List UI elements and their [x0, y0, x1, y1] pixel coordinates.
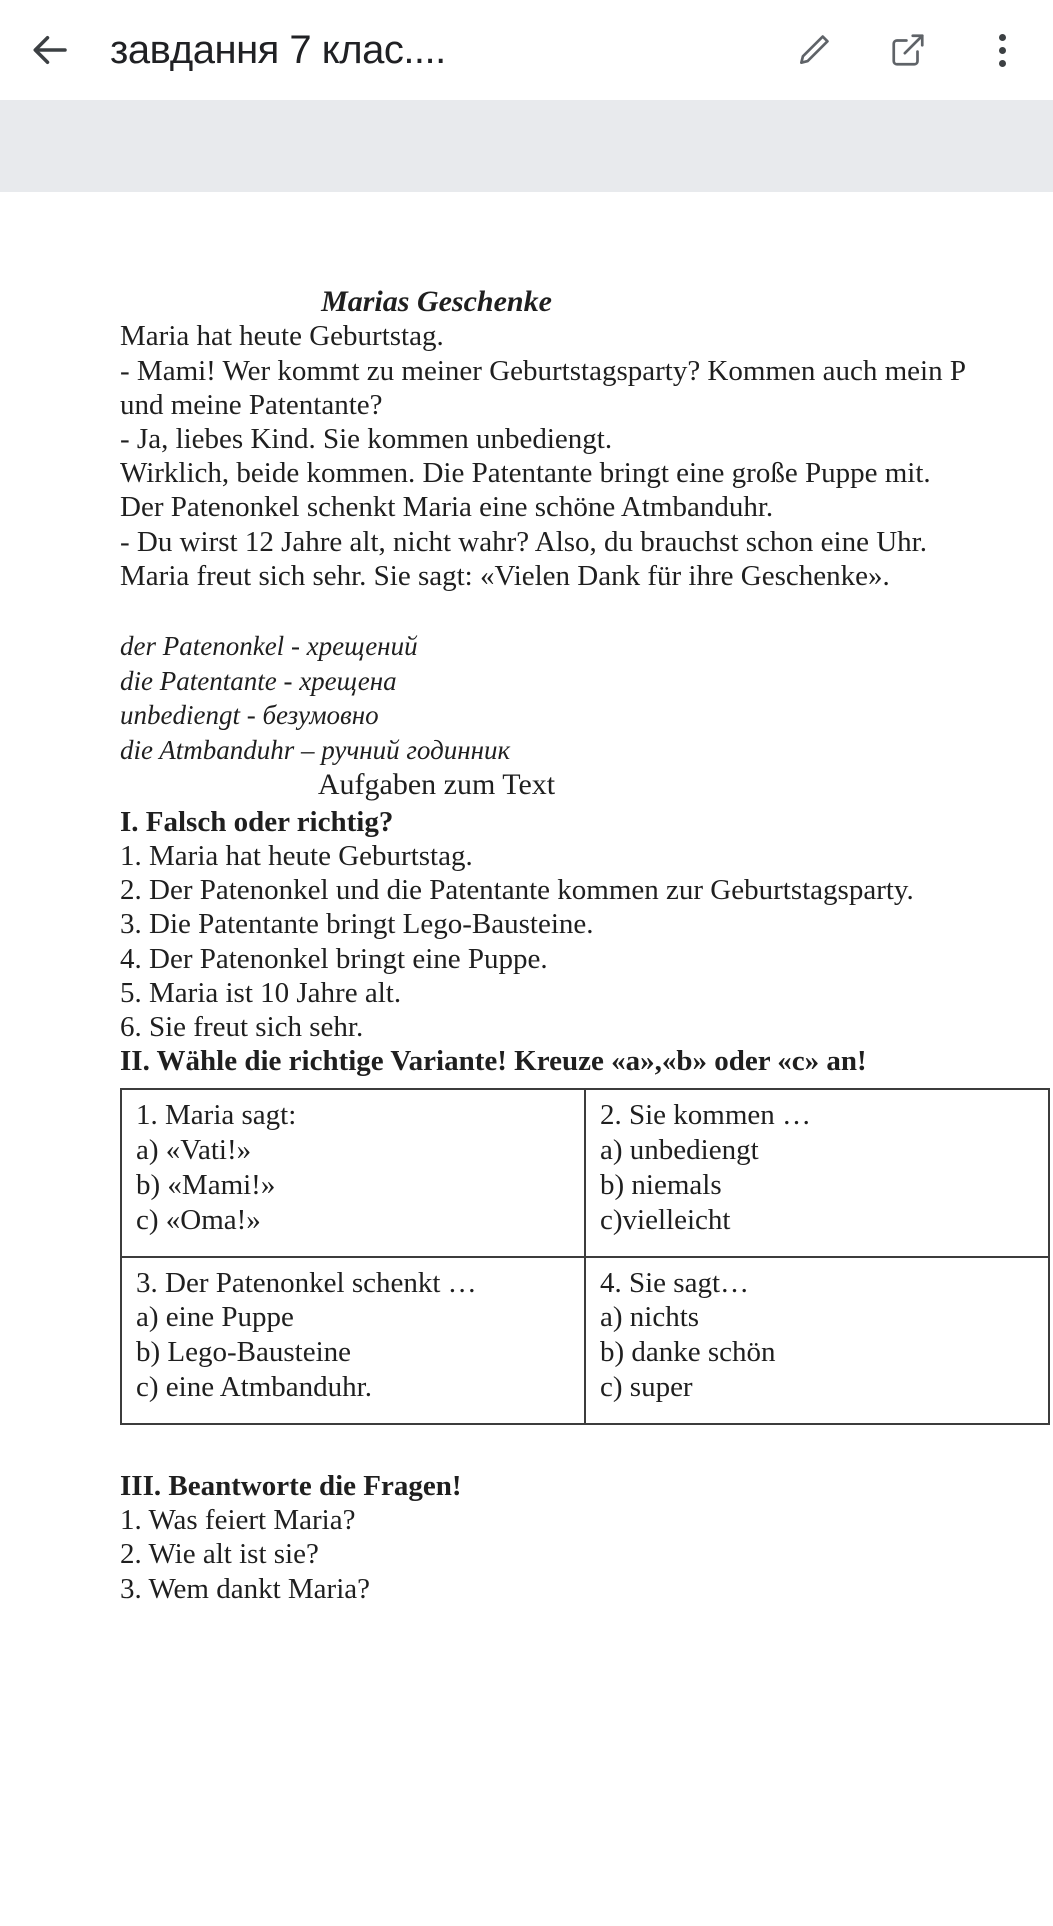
quiz-option[interactable]: c) eine Atmbanduhr.: [136, 1371, 372, 1404]
overflow-menu-button[interactable]: [973, 21, 1031, 79]
quiz-option[interactable]: b) Lego-Bausteine: [136, 1336, 352, 1369]
quiz-prompt: 3. Der Patenonkel schenkt …: [136, 1266, 477, 1299]
task-2-heading: II. Wähle die richtige Variante! Kreuze «a»,«b» oder «c» an!: [120, 1045, 867, 1078]
task-3-heading: III. Beantworte die Fragen!: [120, 1469, 462, 1502]
vocabulary-item: die Patentante - хрещена: [120, 665, 397, 696]
story-line: Wirklich, beide kommen. Die Patentante bringt eine große Puppe mit.: [120, 457, 931, 490]
quiz-option[interactable]: c)vielleicht: [600, 1203, 731, 1236]
quiz-cell-2: [585, 1089, 1049, 1256]
quiz-option[interactable]: b) «Mami!»: [136, 1169, 276, 1202]
task-3-item: 2. Wie alt ist sie?: [120, 1538, 319, 1571]
task-1-item: 3. Die Patentante bringt Lego-Bausteine.: [120, 908, 594, 941]
quiz-prompt: 2. Sie kommen …: [600, 1099, 812, 1132]
story-line: - Du wirst 12 Jahre alt, nicht wahr? Also, du brauchst schon eine Uhr.: [120, 525, 927, 558]
task-1-heading: I. Falsch oder richtig?: [120, 805, 394, 838]
quiz-cell-3: [121, 1257, 585, 1424]
task-2-table: [120, 1088, 1050, 1424]
task-3: [120, 1469, 1053, 1606]
vocabulary-list: [120, 629, 1053, 767]
task-1: [120, 805, 1053, 1045]
quiz-prompt: 1. Maria sagt:: [136, 1099, 297, 1132]
story-line: und meine Patentante?: [120, 388, 383, 421]
story-text: [120, 319, 1053, 593]
task-1-item: 6. Sie freut sich sehr.: [120, 1011, 364, 1044]
quiz-option[interactable]: a) unbediengt: [600, 1134, 759, 1167]
table-row: [121, 1257, 1049, 1424]
document-title: Marias Geschenke: [321, 285, 552, 318]
open-external-icon: [889, 31, 927, 69]
task-3-item: 1. Was feiert Maria?: [120, 1504, 356, 1537]
quiz-option[interactable]: a) nichts: [600, 1301, 700, 1334]
quiz-option[interactable]: b) danke schön: [600, 1336, 776, 1369]
task-1-item: 2. Der Patenonkel und die Patentante kommen zur Geburtstagsparty.: [120, 874, 914, 907]
more-vertical-icon: [973, 21, 1031, 79]
story-line: - Ja, liebes Kind. Sie kommen unbediengt.: [120, 423, 613, 456]
task-1-item: 1. Maria hat heute Geburtstag.: [120, 839, 473, 872]
task-2: [120, 1044, 1053, 1425]
tasks-heading: Aufgaben zum Text: [317, 768, 556, 802]
story-line: Der Patenonkel schenkt Maria eine schöne Atmbanduhr.: [120, 491, 774, 524]
task-3-item: 3. Wem dankt Maria?: [120, 1572, 370, 1605]
story-line: Maria freut sich sehr. Sie sagt: «Vielen Dank für ihre Geschenke».: [120, 559, 890, 592]
app-bar: [0, 0, 1053, 100]
vocabulary-item: unbediengt - безумовно: [120, 700, 379, 731]
quiz-cell-4: [585, 1257, 1049, 1424]
task-1-item: 5. Maria ist 10 Jahre alt.: [120, 976, 402, 1009]
task-1-item: 4. Der Patenonkel bringt eine Puppe.: [120, 942, 548, 975]
quiz-option[interactable]: b) niemals: [600, 1169, 722, 1202]
vocabulary-item: der Patenonkel - хрещений: [120, 631, 418, 662]
quiz-option[interactable]: c) «Oma!»: [136, 1203, 261, 1236]
toolbar-strip: [0, 100, 1053, 192]
back-button[interactable]: [22, 21, 80, 79]
quiz-cell-1: [121, 1089, 585, 1256]
document-page: [0, 192, 1053, 1926]
quiz-option[interactable]: c) super: [600, 1371, 693, 1404]
table-row: [121, 1089, 1049, 1256]
quiz-option[interactable]: a) eine Puppe: [136, 1301, 294, 1334]
pencil-icon: [795, 31, 833, 69]
quiz-prompt: 4. Sie sagt…: [600, 1266, 750, 1299]
arrow-left-icon: [30, 29, 72, 71]
story-line: - Mami! Wer kommt zu meiner Geburtstagsparty? Kommen auch mein P: [120, 354, 966, 387]
quiz-option[interactable]: a) «Vati!»: [136, 1134, 252, 1167]
share-button[interactable]: [879, 21, 937, 79]
page-title: завдання 7 клас....: [110, 27, 446, 72]
document-body: [0, 284, 1053, 1606]
story-line: Maria hat heute Geburtstag.: [120, 320, 444, 353]
vocabulary-item: die Atmbanduhr – ручний годинник: [120, 734, 511, 765]
edit-button[interactable]: [785, 21, 843, 79]
